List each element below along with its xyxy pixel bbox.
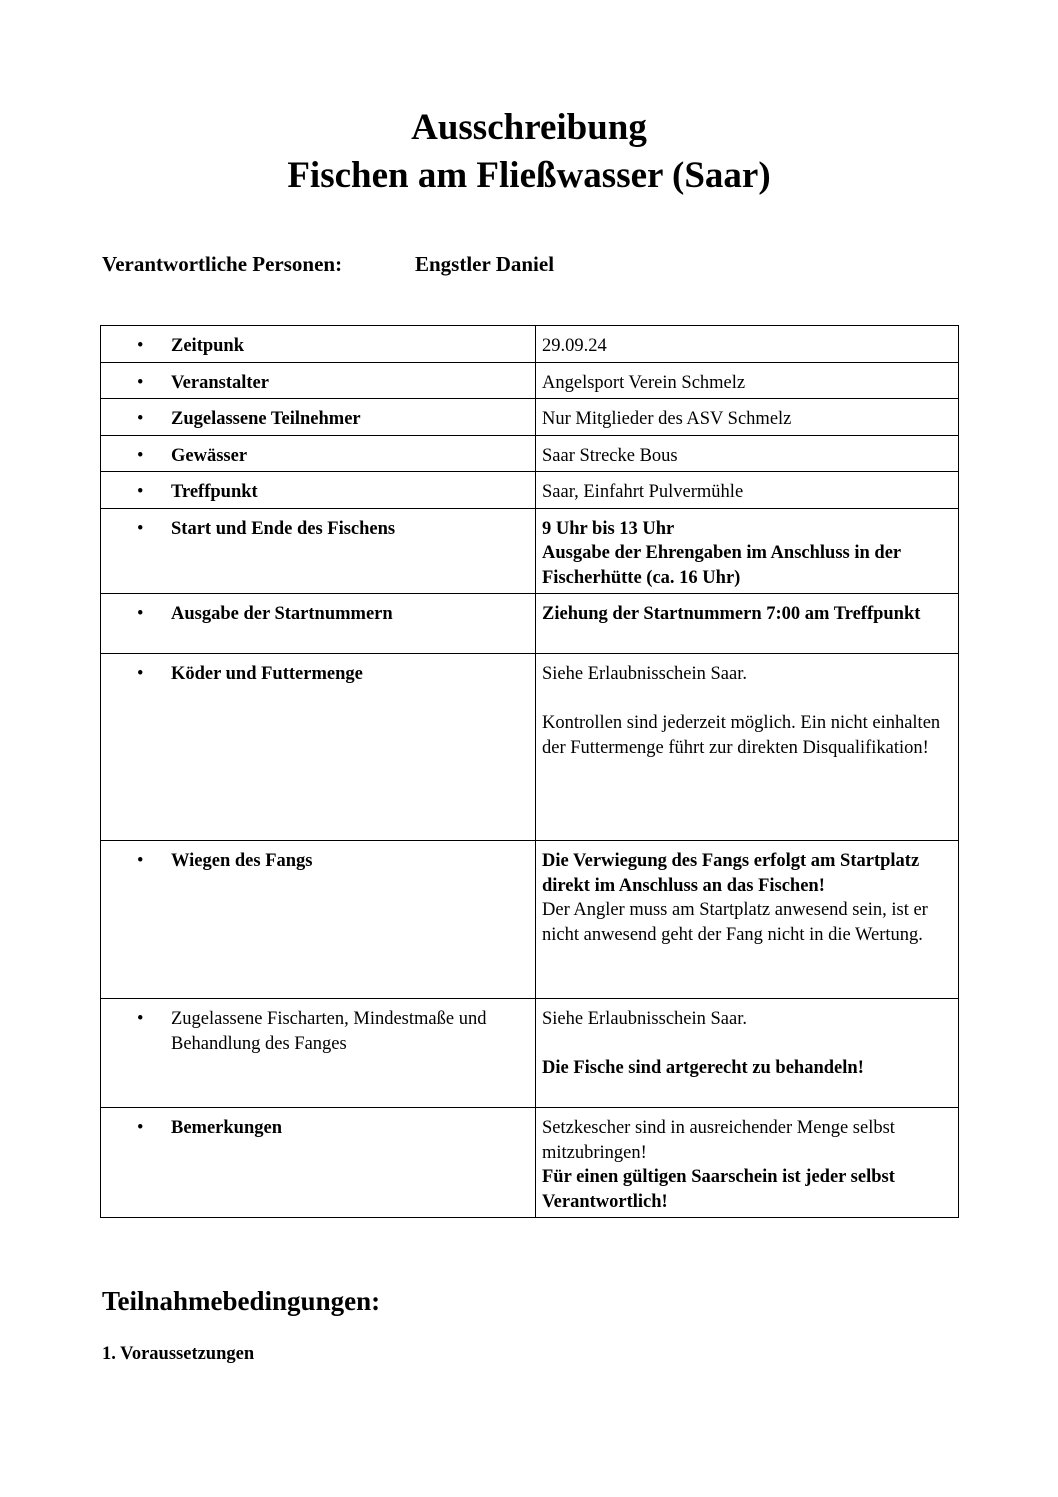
row-label: Köder und Futtermenge [171, 664, 363, 684]
row-value-cell [536, 508, 959, 594]
bullet-icon: • [137, 445, 144, 466]
row-value: Saar, Einfahrt Pulvermühle [542, 482, 744, 502]
title-line-1: Ausschreibung [411, 107, 647, 148]
row-label-cell [101, 362, 536, 399]
conditions-heading: Teilnahmebedingungen: [102, 1286, 381, 1316]
row-value: Für einen gültigen Saarschein ist jeder selbst Verantwortlich! [542, 1167, 895, 1212]
bullet-icon: • [137, 336, 144, 356]
row-value: Saar Strecke Bous [542, 445, 678, 466]
table-row [101, 472, 959, 509]
row-label: Bemerkungen [171, 1118, 282, 1138]
responsible-label: Verantwortliche Personen: [102, 252, 343, 276]
row-label-cell [101, 435, 536, 472]
row-label-cell [101, 999, 536, 1108]
row-label: Ausgabe der Startnummern [171, 604, 393, 624]
row-value: 29.09.24 [542, 336, 607, 356]
row-label: Zugelassene Fischarten, Mindestmaße und Behandlung des Fanges [171, 1009, 487, 1054]
row-label: Wiegen des Fangs [171, 851, 313, 871]
row-value-cell [536, 472, 959, 509]
row-value-cell [536, 654, 959, 841]
row-value-cell [536, 435, 959, 472]
row-value: Siehe Erlaubnisschein Saar. [542, 1009, 747, 1029]
table-row [101, 1108, 959, 1218]
row-label-cell [101, 508, 536, 594]
document-title [0, 104, 1058, 200]
row-value: Ausgabe der Ehrengaben im Anschluss in der Fischerhütte (ca. 16 Uhr) [542, 543, 901, 588]
table-row [101, 508, 959, 594]
responsible-name: Engstler Daniel [415, 252, 555, 276]
row-label: Veranstalter [171, 372, 269, 393]
row-value: Nur Mitglieder des ASV Schmelz [542, 409, 792, 429]
table-row [101, 326, 959, 363]
table-row [101, 654, 959, 841]
bullet-icon: • [137, 1118, 144, 1138]
row-value-cell [536, 999, 959, 1108]
row-label-cell [101, 472, 536, 509]
bullet-icon: • [137, 664, 144, 684]
row-value: Kontrollen sind jederzeit möglich. Ein nicht einhalten der Futtermenge führt zur direkten Disqualifikation! [542, 713, 941, 758]
table-row [101, 999, 959, 1108]
row-label: Gewässer [171, 445, 248, 466]
row-value: Ziehung der Startnummern 7:00 am Treffpunkt [542, 604, 921, 624]
table-row [101, 435, 959, 472]
row-label-cell [101, 654, 536, 841]
row-label: Zeitpunk [171, 336, 245, 356]
row-value-cell [536, 326, 959, 363]
row-label-cell [101, 841, 536, 999]
row-label: Zugelassene Teilnehmer [171, 409, 361, 429]
row-value-cell [536, 1108, 959, 1218]
row-label: Treffpunkt [171, 482, 258, 502]
conditions-subsection: 1. Voraussetzungen [102, 1344, 255, 1364]
bullet-icon: • [137, 1009, 144, 1029]
bullet-icon: • [137, 604, 144, 624]
row-value-cell [536, 594, 959, 654]
row-label-cell [101, 399, 536, 436]
row-label-cell [101, 594, 536, 654]
row-value: Setzkescher sind in ausreichender Menge selbst mitzubringen! [542, 1118, 895, 1163]
row-value: 9 Uhr bis 13 Uhr [542, 518, 675, 539]
row-value: Siehe Erlaubnisschein Saar. [542, 664, 747, 684]
table-row [101, 841, 959, 999]
row-value-cell [536, 362, 959, 399]
table-row [101, 399, 959, 436]
event-info-table [100, 325, 959, 1218]
row-label: Start und Ende des Fischens [171, 518, 396, 539]
row-value-cell [536, 841, 959, 999]
bullet-icon: • [137, 409, 144, 429]
row-label-cell [101, 1108, 536, 1218]
bullet-icon: • [137, 851, 144, 871]
responsible-persons [102, 250, 555, 278]
row-value: Die Fische sind artgerecht zu behandeln! [542, 1058, 864, 1078]
row-value: Die Verwiegung des Fangs erfolgt am Startplatz direkt im Anschluss an das Fischen! [542, 851, 920, 896]
row-label-cell [101, 326, 536, 363]
bullet-icon: • [137, 372, 144, 393]
title-line-2: Fischen am Fließwasser (Saar) [287, 155, 771, 196]
bullet-icon: • [137, 482, 144, 502]
table-row [101, 594, 959, 654]
row-value: Der Angler muss am Startplatz anwesend sein, ist er nicht anwesend geht der Fang nicht in die Wertung. [542, 900, 928, 945]
bullet-icon: • [137, 518, 144, 539]
row-value-cell [536, 399, 959, 436]
row-value: Angelsport Verein Schmelz [542, 372, 746, 393]
table-row [101, 362, 959, 399]
